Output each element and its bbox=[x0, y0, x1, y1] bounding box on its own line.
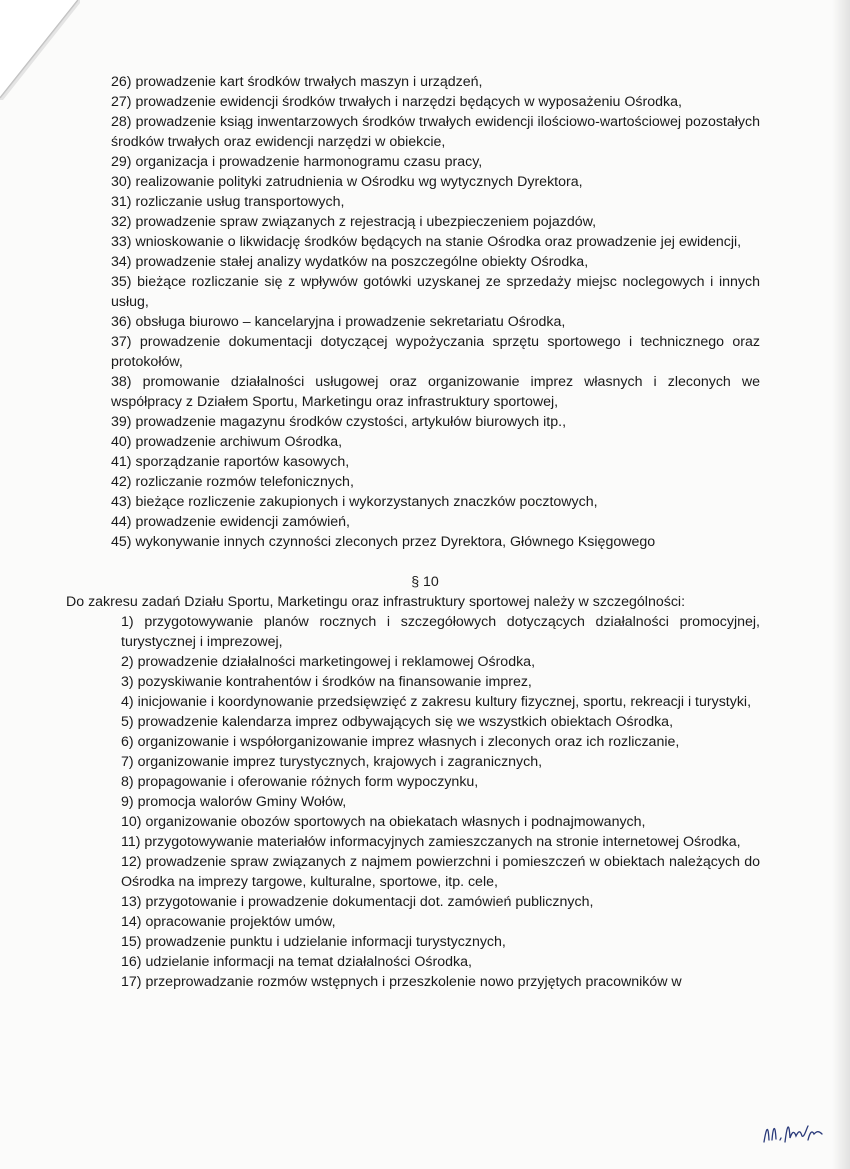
folded-corner bbox=[0, 0, 80, 100]
page-edge-shadow bbox=[832, 0, 850, 1169]
list-item bbox=[90, 212, 760, 232]
list-item-text: rozliczanie usług transportowych, bbox=[135, 194, 345, 210]
list-item-text: prowadzenie magazynu środków czystości, artykułów biurowych itp., bbox=[135, 414, 567, 430]
list-item-number: 4) bbox=[121, 694, 134, 710]
list-item-text: prowadzenie spraw związanych z rejestracją i ubezpieczeniem pojazdów, bbox=[135, 214, 597, 230]
list-item bbox=[100, 832, 760, 852]
list-item-text: prowadzenie działalności marketingowej i reklamowej Ośrodka, bbox=[137, 654, 536, 670]
list-item-text: promocja walorów Gminy Wołów, bbox=[137, 794, 347, 810]
section-heading: § 10 bbox=[411, 574, 439, 590]
list-item bbox=[90, 72, 760, 92]
list-item-number: 26) bbox=[111, 74, 132, 90]
list-item bbox=[90, 432, 760, 452]
list-item-text: przygotowywanie materiałów informacyjnych zamieszczanych na stronie internetowej Ośrodka, bbox=[144, 834, 741, 850]
list-item bbox=[90, 312, 760, 332]
list-item-text: prowadzenie stałej analizy wydatków na poszczególne obiekty Ośrodka, bbox=[135, 254, 589, 270]
list-item-number: 43) bbox=[111, 494, 132, 510]
list-item-number: 38) bbox=[111, 374, 132, 390]
list-item bbox=[90, 492, 760, 512]
list-item-number: 2) bbox=[121, 654, 134, 670]
list-item bbox=[90, 192, 760, 212]
list-item-number: 37) bbox=[111, 334, 132, 350]
list-item-number: 17) bbox=[121, 974, 142, 990]
list-item-text: promowanie działalności usługowej oraz organizowanie imprez własnych i zleconych we współpracy z Działem Sportu, Marketingu oraz infrastruktury sportowej, bbox=[111, 374, 760, 410]
list-item-number: 11) bbox=[121, 834, 141, 850]
list-item-text: wnioskowanie o likwidację środków będących na stanie Ośrodka oraz prowadzenie jej ewidencji, bbox=[135, 234, 742, 250]
handwritten-signature bbox=[760, 1112, 830, 1152]
list-item-number: 14) bbox=[121, 914, 142, 930]
list-item-number: 6) bbox=[121, 734, 134, 750]
list-item-text: bieżące rozliczanie się z wpływów gotówki uzyskanej ze sprzedaży miejsc noclegowych i innych usług, bbox=[111, 274, 760, 310]
list-item-number: 31) bbox=[111, 194, 132, 210]
list-item-number: 27) bbox=[111, 94, 132, 110]
list-item bbox=[90, 472, 760, 492]
list-item-text: prowadzenie kalendarza imprez odbywających się we wszystkich obiektach Ośrodka, bbox=[137, 714, 674, 730]
list-item-number: 15) bbox=[121, 934, 142, 950]
list-item-number: 28) bbox=[111, 114, 132, 130]
list-item bbox=[100, 792, 760, 812]
list-item bbox=[100, 972, 760, 992]
list-item-text: obsługa biurowo – kancelaryjna i prowadzenie sekretariatu Ośrodka, bbox=[135, 314, 566, 330]
list-item-text: prowadzenie spraw związanych z najmem powierzchni i pomieszczeń w obiektach należących do Ośrodka na imprezy targowe, kulturalne, sportowe, itp. cele, bbox=[121, 854, 760, 890]
list-item bbox=[90, 412, 760, 432]
duties-list-continued bbox=[90, 72, 760, 552]
list-item bbox=[100, 732, 760, 752]
list-item bbox=[100, 612, 760, 652]
list-item-text: rozliczanie rozmów telefonicznych, bbox=[135, 474, 354, 490]
list-item bbox=[90, 372, 760, 412]
list-item-text: prowadzenie kart środków trwałych maszyn i urządzeń, bbox=[135, 74, 483, 90]
list-item-number: 3) bbox=[121, 674, 134, 690]
list-item bbox=[100, 892, 760, 912]
list-item-text: prowadzenie ksiąg inwentarzowych środków trwałych ewidencji ilościowo-wartościowej pozostałych środków trwałych oraz ewidencji narzędzi w obiekcie, bbox=[111, 114, 760, 150]
list-item-number: 36) bbox=[111, 314, 132, 330]
list-item-number: 35) bbox=[111, 274, 132, 290]
list-item-text: organizowanie i współorganizowanie imprez własnych i zleconych oraz ich rozliczanie, bbox=[137, 734, 680, 750]
list-item bbox=[100, 752, 760, 772]
list-item bbox=[90, 452, 760, 472]
list-item bbox=[90, 152, 760, 172]
list-item bbox=[90, 332, 760, 372]
list-item bbox=[100, 692, 760, 712]
list-item bbox=[100, 932, 760, 952]
list-item-text: prowadzenie dokumentacji dotyczącej wypożyczania sprzętu sportowego i technicznego oraz protokołów, bbox=[111, 334, 760, 370]
list-item-text: prowadzenie punktu i udzielanie informacji turystycznych, bbox=[145, 934, 506, 950]
list-item-text: organizowanie obozów sportowych na obiekatach własnych i podnajmowanych, bbox=[145, 814, 646, 830]
list-item-number: 41) bbox=[111, 454, 132, 470]
list-item bbox=[100, 672, 760, 692]
list-item bbox=[100, 812, 760, 832]
list-item-number: 13) bbox=[121, 894, 142, 910]
list-item bbox=[90, 232, 760, 252]
list-item bbox=[90, 512, 760, 532]
list-item-number: 1) bbox=[121, 614, 134, 630]
list-item-text: udzielanie informacji na temat działalności Ośrodka, bbox=[145, 954, 472, 970]
list-item bbox=[90, 112, 760, 152]
list-item-text: realizowanie polityki zatrudnienia w Ośrodku wg wytycznych Dyrektora, bbox=[135, 174, 583, 190]
list-item-text: propagowanie i oferowanie różnych form wypoczynku, bbox=[137, 774, 479, 790]
list-item-text: prowadzenie ewidencji środków trwałych i narzędzi będących w wyposażeniu Ośrodka, bbox=[135, 94, 682, 110]
list-item-number: 9) bbox=[121, 794, 134, 810]
document-body bbox=[66, 72, 760, 992]
list-item-text: wykonywanie innych czynności zleconych przez Dyrektora, Głównego Księgowego bbox=[135, 534, 656, 550]
list-item-number: 32) bbox=[111, 214, 132, 230]
list-item bbox=[90, 252, 760, 272]
sport-department-duties-list bbox=[100, 612, 760, 992]
list-item bbox=[100, 712, 760, 732]
list-item-number: 30) bbox=[111, 174, 132, 190]
list-item-number: 40) bbox=[111, 434, 132, 450]
list-item-text: prowadzenie ewidencji zamówień, bbox=[135, 514, 350, 530]
list-item-text: przygotowanie i prowadzenie dokumentacji dot. zamówień publicznych, bbox=[145, 894, 594, 910]
list-item-number: 42) bbox=[111, 474, 132, 490]
list-item-number: 45) bbox=[111, 534, 132, 550]
list-item bbox=[90, 532, 760, 552]
list-item bbox=[100, 852, 760, 892]
list-item-text: sporządzanie raportów kasowych, bbox=[135, 454, 350, 470]
list-item-number: 7) bbox=[121, 754, 134, 770]
list-item-number: 34) bbox=[111, 254, 132, 270]
list-item-number: 16) bbox=[121, 954, 142, 970]
list-item-number: 8) bbox=[121, 774, 134, 790]
list-item-text: prowadzenie archiwum Ośrodka, bbox=[135, 434, 343, 450]
list-item-number: 33) bbox=[111, 234, 132, 250]
list-item-text: przeprowadzanie rozmów wstępnych i przeszkolenie nowo przyjętych pracowników w bbox=[145, 974, 682, 990]
list-item bbox=[100, 952, 760, 972]
list-item-text: organizowanie imprez turystycznych, krajowych i zagranicznych, bbox=[137, 754, 543, 770]
list-item-text: organizacja i prowadzenie harmonogramu czasu pracy, bbox=[135, 154, 483, 170]
section-intro: Do zakresu zadań Działu Sportu, Marketingu oraz infrastruktury sportowej należy w szczególności: bbox=[66, 594, 686, 610]
list-item-number: 5) bbox=[121, 714, 134, 730]
list-item-number: 39) bbox=[111, 414, 132, 430]
list-item-text: pozyskiwanie kontrahentów i środków na finansowanie imprez, bbox=[137, 674, 532, 690]
list-item-text: bieżące rozliczenie zakupionych i wykorzystanych znaczków pocztowych, bbox=[135, 494, 598, 510]
list-item bbox=[90, 172, 760, 192]
list-item-number: 12) bbox=[121, 854, 142, 870]
list-item-number: 29) bbox=[111, 154, 132, 170]
list-item-text: opracowanie projektów umów, bbox=[145, 914, 336, 930]
list-item-number: 44) bbox=[111, 514, 132, 530]
list-item-number: 10) bbox=[121, 814, 142, 830]
list-item-text: przygotowywanie planów rocznych i szczegółowych dotyczących działalności promocyjnej, turystycznej i imprezowej, bbox=[121, 614, 760, 650]
list-item bbox=[100, 912, 760, 932]
list-item bbox=[90, 272, 760, 312]
list-item-text: inicjowanie i koordynowanie przedsięwzięć z zakresu kultury fizycznej, sportu, rekreacji i turystyki, bbox=[137, 694, 752, 710]
list-item bbox=[100, 772, 760, 792]
list-item bbox=[100, 652, 760, 672]
list-item bbox=[90, 92, 760, 112]
